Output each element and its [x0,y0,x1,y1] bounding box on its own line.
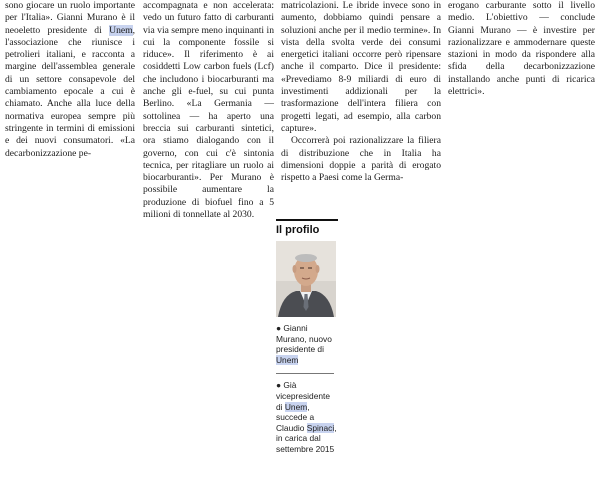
profile-divider [276,373,334,374]
text-run: Occorrerà poi razionalizzare la filiera di distribuzione che in Italia ha dimensioni doppie a parità di erogato rispetto a Paesi come la Germa- [281,135,441,184]
highlighted-term: Unem [284,401,308,412]
article-column-2 [143,0,274,221]
text-run: , succede a Claudio [276,401,315,433]
paragraph [143,0,274,221]
highlighted-term: Unem [276,354,299,365]
text-run: , in carica dal settembre 2015 [276,422,337,454]
paragraph [5,0,135,160]
text-run: Gianni Murano, nuovo presidente di [276,323,332,355]
profile-box [276,219,338,455]
profile-caption-2 [276,380,338,454]
text-run: erogano carburante sotto il livello medio. L'obiettivo — conclude Gianni Murano — è investire per razionalizzare e ammodernare queste stazioni in modo da rispondere alla sfida della decarbonizzazione installando anche punti di ricarica elettrici». [448,0,595,98]
paragraph [281,135,441,184]
text-run: , l'associazione che riunisce i petrolieri italiani, e racconta a margine dell'assemblea generale di un settore consapevole del cambiamento epocale a cui è chiamato. Anche alla luce della normativa europea sempre più stringente in termini di emissioni e dei nuovi consumatori. «La decarbonizzazione pe- [5,24,135,159]
portrait-photo [276,241,336,317]
article-column-1 [5,0,135,160]
profile-caption-1 [276,323,338,365]
highlighted-term: Unem [109,24,133,36]
text-run: matricolazioni. Le ibride invece sono in aumento, dobbiamo quindi pensare a soluzioni anche per il medio termine». In vista della svolta verde dei consumi energetici italiani occorre però ripensare anche il comparto. Dice il presidente: «Prevediamo 8-9 miliardi di euro di investimenti addizionali per la trasformazione dell'intera filiera con progetti legati, ad esempio, alla carbon capture». [281,0,441,134]
text-run: Già vicepresidente di [276,380,331,412]
profile-heading: Il profilo [276,224,320,236]
paragraph [448,0,595,98]
profile-top-rule [276,219,338,221]
text-run: ● [276,323,284,333]
highlighted-term: Spinaci [306,422,335,433]
text-run: ● [276,380,284,391]
paragraph [281,0,441,135]
article-column-4 [448,0,595,98]
text-run: accompagnata e non accelerata: vedo un futuro fatto di carburanti via via sempre meno inquinanti in cui la componente fossile si riduce». Il riferimento è ai cosiddetti Low carbon fuels (Lcf) che includono i biocarburanti ma anche gli e-fuel, su cui punta Berlino. «La Germania — sottolinea — ha aperto una breccia sui carburanti sintetici, ora stiamo dialogando con il governo, con cui c'è sintonia tecnica, per ritagliare un ruolo ai biocarburanti». Per Murano è possibile aumentare la produzione di biofuel fino a 5 milioni di tonnellate al 2030. [143,0,274,221]
article-column-3 [281,0,441,184]
text-run: sono giocare un ruolo importante per l'Italia». Gianni Murano è il neoeletto presidente di [5,0,135,36]
